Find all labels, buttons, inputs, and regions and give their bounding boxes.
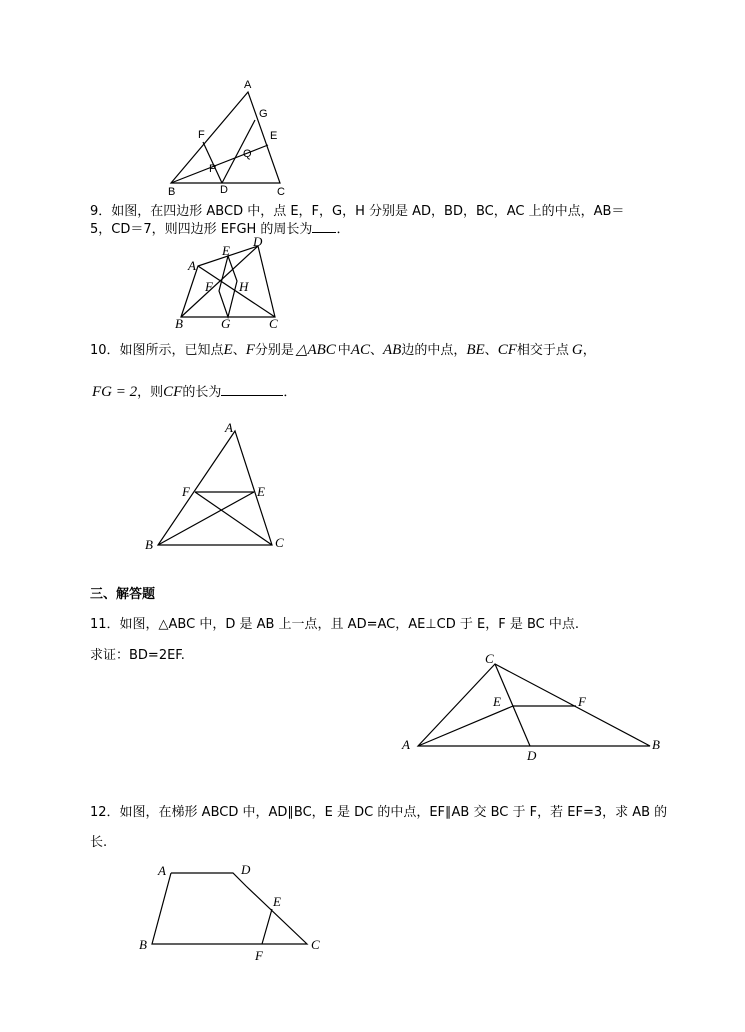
q8-label-p: P — [209, 163, 217, 175]
q10-label-e: E — [257, 484, 265, 499]
q10-math-fg: FG = 2 — [92, 384, 138, 400]
q9-line2-end: ． — [336, 222, 350, 237]
q9-label-d: D — [253, 234, 263, 249]
q11-text-line1: 11．如图，△ABC 中，D 是 AB 上一点，且 AD=AC，AE⊥CD 于 E，F 是 BC 中点. — [90, 617, 579, 632]
q10-text-p7: ，则 — [137, 385, 164, 400]
q11-label-d: D — [527, 748, 537, 763]
q11-label-e: E — [493, 694, 501, 709]
q10-text-end: ． — [283, 385, 297, 400]
q8-label-g: G — [259, 108, 268, 120]
q11-label-b: B — [652, 737, 660, 752]
q10-text-p8: 的长为 — [182, 385, 222, 400]
section-title: 三、解答题 — [90, 587, 156, 602]
q10-sep2: 、 — [369, 343, 383, 358]
q8-label-e: E — [270, 130, 278, 142]
q8-label-c: C — [277, 186, 285, 198]
q8-label-a: A — [244, 79, 252, 91]
q11-label-a: A — [402, 737, 410, 752]
q12-label-f: F — [255, 948, 263, 963]
q12-text-line1: 12．如图，在梯形 ABCD 中，AD∥BC，E 是 DC 的中点，EF∥AB 交 BC 于 F，若 EF=3，求 AB 的 — [90, 805, 668, 820]
q11-label-c: C — [485, 651, 494, 666]
q10-text-p3: 中 — [337, 343, 351, 358]
q9-label-a: A — [188, 258, 196, 273]
q10-math-f: F — [245, 342, 255, 358]
q8-label-d: D — [220, 184, 228, 196]
q8-label-b: B — [168, 186, 176, 198]
q10-math-be: BE — [466, 342, 485, 358]
q10-text-p5: 相交于点 — [516, 343, 569, 358]
q8-label-q: Q — [243, 148, 252, 160]
q11-label-f: F — [578, 694, 586, 709]
q10-text-p4: 边的中点， — [401, 343, 467, 358]
q9-label-e: E — [222, 243, 230, 258]
q10-label-f: F — [182, 484, 190, 499]
q9-label-h: H — [239, 279, 249, 294]
q12-label-d: D — [241, 862, 251, 877]
q10-math-cf2: CF — [163, 384, 183, 400]
q12-label-c: C — [311, 937, 320, 952]
q12-label-a: A — [158, 863, 166, 878]
q12-text-line2: 长. — [90, 835, 108, 850]
q10-text-p2: 分别是 — [254, 343, 294, 358]
q10-text-p1: 10．如图所示，已知点 — [90, 343, 224, 358]
q12-trapezoid-abcd — [152, 873, 307, 944]
q10-label-c: C — [275, 535, 284, 550]
q10-math-triangle: △ABC — [295, 342, 336, 358]
q10-math-cf: CF — [497, 342, 517, 358]
q9-label-c: C — [269, 316, 278, 331]
q11-text-line2: 求证：BD=2EF. — [90, 648, 185, 663]
q10-text-p6: ， — [582, 343, 596, 358]
q10-sep3: 、 — [484, 343, 498, 358]
q9-label-b: B — [175, 316, 183, 331]
q12-segment-ef — [262, 909, 272, 944]
q12-label-e: E — [273, 894, 281, 909]
q12-label-b: B — [139, 937, 147, 952]
q10-math-e: E — [223, 342, 233, 358]
q8-label-f: F — [198, 129, 205, 141]
q10-label-a: A — [225, 420, 233, 435]
q9-label-g: G — [221, 316, 231, 331]
q9-line2-text: 5，CD＝7，则四边形 EFGH 的周长为 — [90, 222, 313, 237]
q10-label-b: B — [145, 537, 153, 552]
q10-math-ac: AC — [350, 342, 370, 358]
q9-text-line1: 9．如图，在四边形 ABCD 中，点 E，F，G，H 分别是 AD，BD，BC，AC 上的中点，AB＝ — [90, 204, 625, 219]
q10-math-ab: AB — [383, 342, 402, 358]
q10-math-g: G — [571, 342, 583, 358]
q9-label-f: F — [205, 279, 213, 294]
q10-sep1: 、 — [232, 343, 246, 358]
